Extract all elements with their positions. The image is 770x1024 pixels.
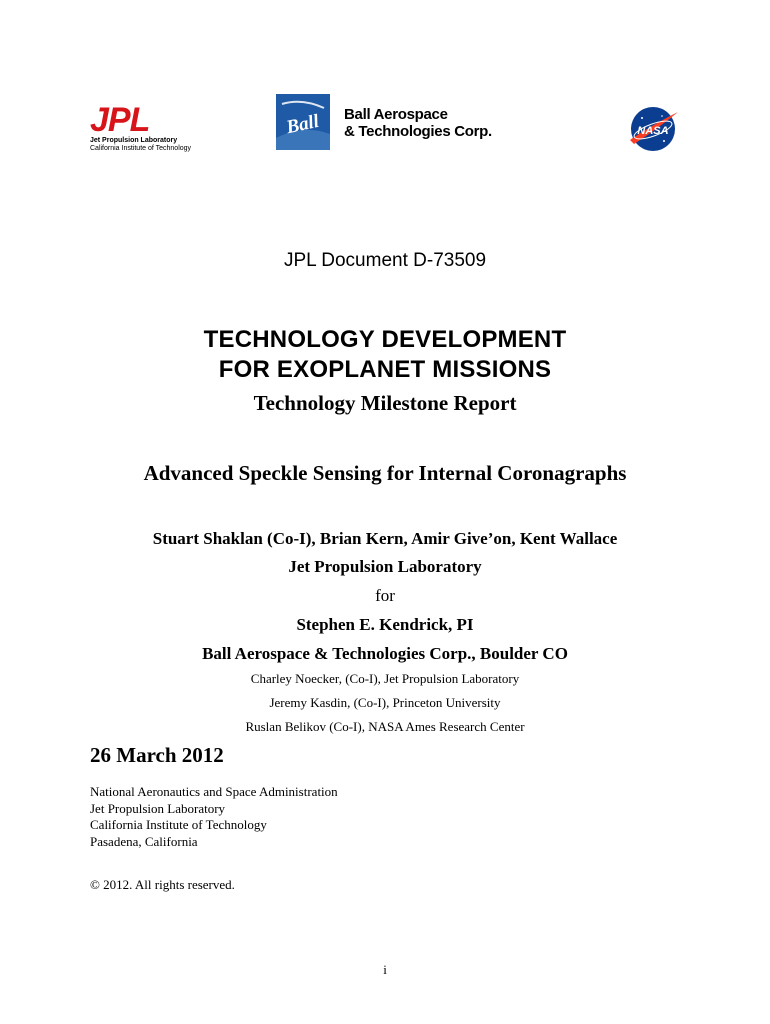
- principal-investigator: Stephen E. Kendrick, PI: [296, 615, 474, 634]
- page-number: i: [383, 962, 387, 977]
- title-line1: TECHNOLOGY DEVELOPMENT: [203, 326, 567, 353]
- ball-aerospace-logo: [276, 94, 506, 150]
- jpl-logo: [90, 101, 200, 155]
- co-investigator: Jeremy Kasdin, (Co-I), Princeton University: [269, 695, 501, 710]
- authors: Stuart Shaklan (Co-I), Brian Kern, Amir Give’on, Kent Wallace: [152, 529, 618, 548]
- co-investigator: Charley Noecker, (Co-I), Jet Propulsion Laboratory: [250, 671, 520, 686]
- document-number: JPL Document D-73509: [283, 250, 487, 271]
- report-type: Technology Milestone Report: [253, 391, 517, 415]
- nasa-logo: [626, 104, 680, 154]
- ball-logo-line2: & Technologies Corp.: [344, 123, 492, 140]
- address-line: California Institute of Technology: [90, 817, 267, 832]
- svg-text:Ball: Ball: [284, 110, 321, 139]
- jpl-logo-line2: California Institute of Technology: [90, 145, 192, 152]
- svg-text:NASA: NASA: [637, 125, 669, 137]
- ball-logo-icon: [276, 94, 330, 150]
- co-investigator: Ruslan Belikov (Co-I), NASA Ames Research Center: [245, 719, 525, 734]
- nasa-meatball-icon: [626, 104, 680, 154]
- ball-logo-line1: Ball Aerospace: [344, 106, 448, 123]
- address-line: Jet Propulsion Laboratory: [90, 800, 226, 816]
- jpl-logo-mark: JPL: [90, 101, 150, 139]
- author-organization: Jet Propulsion Laboratory: [288, 557, 482, 576]
- report-subject: Advanced Speckle Sensing for Internal Coronagraphs: [143, 461, 627, 485]
- title-line2: FOR EXOPLANET MISSIONS: [218, 356, 552, 383]
- address-line: Pasadena, California: [90, 833, 198, 849]
- copyright-notice: © 2012. All rights reserved.: [90, 877, 235, 892]
- for-word: for: [375, 586, 395, 605]
- jpl-logo-line1: Jet Propulsion Laboratory: [90, 137, 178, 144]
- address-block: [90, 784, 338, 850]
- address-line: National Aeronautics and Space Administration: [90, 784, 338, 799]
- report-date: 26 March 2012: [90, 743, 224, 767]
- pi-organization: Ball Aerospace & Technologies Corp., Boulder CO: [202, 644, 568, 663]
